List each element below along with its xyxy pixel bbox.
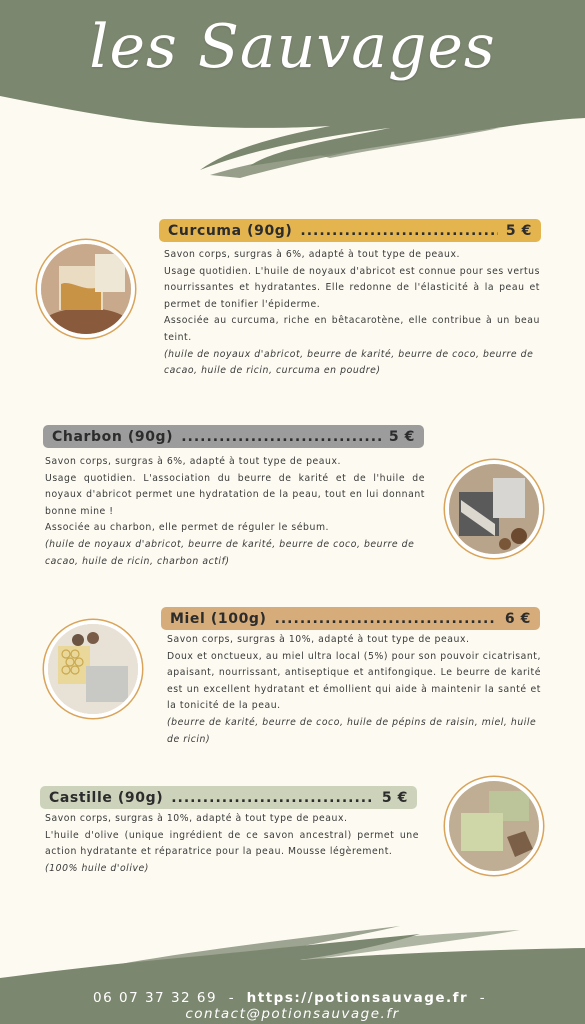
description-line: Doux et onctueux, au miel ultra local (5%) pour son pouvoir cicatrisant, apaisant, nourrissant, antiseptique et antifongique. Le beurre de karité est un excellent hydratant et émollient qui aide à maintenir la santé et la tonicité de la peau. xyxy=(167,650,541,712)
description-line: L'huile d'olive (unique ingrédient de ce savon ancestral) permet une action hydratante et réparatrice pour la peau. Mousse légèrement. xyxy=(45,829,419,858)
description-line: Savon corps, surgras à 6%, adapté à tout type de peaux. xyxy=(45,456,342,467)
product-price: 5 € xyxy=(381,789,408,806)
description-line: Usage quotidien. L'association du beurre de karité et de l'huile de noyaux d'abricot permet une hydratation de la peau, tout en lui donnant bonne mine ! xyxy=(45,472,425,517)
product-name: Castille (90g) xyxy=(49,789,164,806)
ingredients: (100% huile d'olive) xyxy=(45,862,149,874)
description-line: Associée au charbon, elle permet de réguler le sébum. xyxy=(45,522,330,534)
description-line: Savon corps, surgras à 10%, adapté à tout type de peaux. xyxy=(167,634,470,645)
miel-description xyxy=(167,632,541,748)
description-line: Savon corps, surgras à 6%, adapté à tout type de peaux. xyxy=(164,249,461,260)
charbon-title-bar xyxy=(43,425,424,448)
product-name: Charbon (90g) xyxy=(52,428,174,445)
miel-soap-photo xyxy=(48,624,138,714)
product-price: 5 € xyxy=(388,428,415,445)
description-line: Savon corps, surgras à 10%, adapté à tout type de peaux. xyxy=(45,813,348,824)
leader-dots xyxy=(300,223,497,239)
ingredients: (huile de noyaux d'abricot, beurre de karité, beurre de coco, beurre de cacao, huile de ricin, charbon actif) xyxy=(45,538,415,567)
curcuma-description xyxy=(164,247,540,380)
castille-description xyxy=(45,811,419,877)
miel-title-bar xyxy=(161,607,540,630)
product-name: Miel (100g) xyxy=(170,610,267,627)
product-price: 6 € xyxy=(504,610,531,627)
description-line: Associée au curcuma, riche en bêtacarotène, elle contribue à un beau teint. xyxy=(164,315,540,343)
product-name: Curcuma (90g) xyxy=(168,222,293,239)
castille-title-bar xyxy=(40,786,417,809)
ingredients: (huile de noyaux d'abricot, beurre de karité, beurre de coco, beurre de cacao, huile de ricin, curcuma en poudre) xyxy=(164,348,534,377)
curcuma-soap-photo xyxy=(41,244,131,334)
charbon-description xyxy=(45,454,425,570)
charbon-soap-photo xyxy=(449,464,539,554)
email-link[interactable]: contact@potionsauvage.fr xyxy=(185,1006,400,1022)
phone-number[interactable]: 06 07 37 32 69 xyxy=(93,990,218,1006)
leader-dots xyxy=(275,611,497,627)
description-line: Usage quotidien. L'huile de noyaux d'abricot est connue pour ses vertus nourrissantes et hydratantes. Elle redonne de l'élasticité à la peau et permet de tonifier l'épiderme. xyxy=(164,265,540,310)
castille-soap-photo xyxy=(449,781,539,871)
leader-dots xyxy=(171,790,374,806)
separator: - xyxy=(228,990,236,1006)
leader-dots xyxy=(181,429,381,445)
footer-contact xyxy=(0,990,585,1022)
website-link[interactable]: https://potionsauvage.fr xyxy=(246,990,469,1006)
ingredients: (beurre de karité, beurre de coco, huile de pépins de raisin, miel, huile de ricin) xyxy=(167,716,537,745)
page-title: les Sauvages xyxy=(89,12,496,82)
separator: - xyxy=(479,990,487,1006)
product-price: 5 € xyxy=(505,222,532,239)
curcuma-title-bar xyxy=(159,219,541,242)
